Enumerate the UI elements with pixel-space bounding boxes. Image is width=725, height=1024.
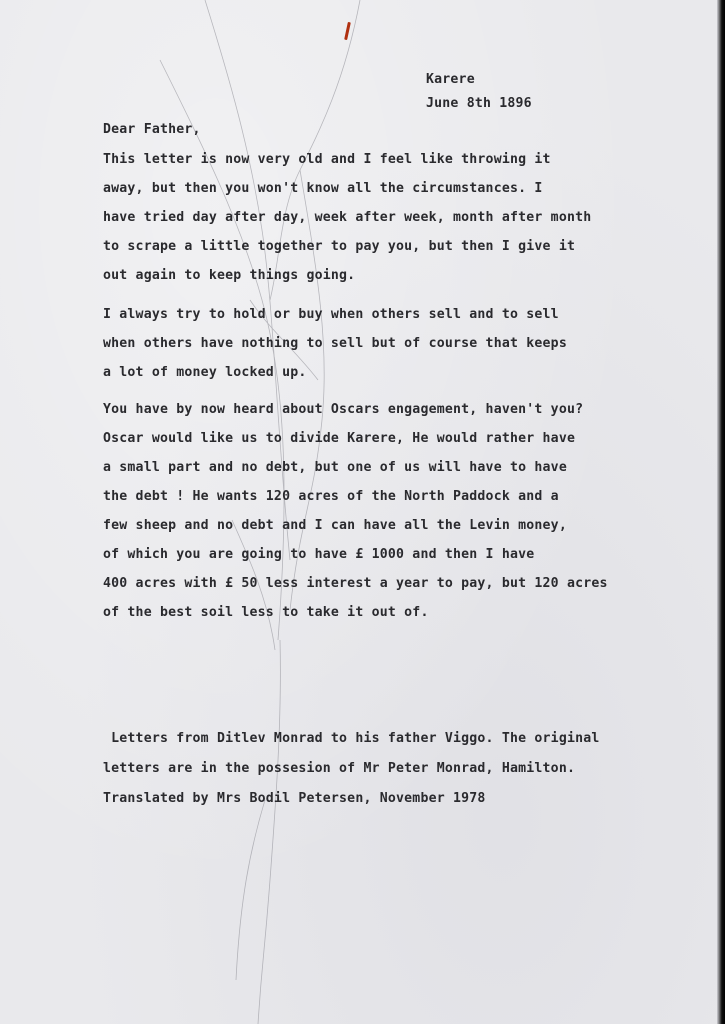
body-line: away, but then you won't know all the circumstances. I bbox=[103, 181, 543, 196]
footer-line: Translated by Mrs Bodil Petersen, November 1978 bbox=[103, 791, 486, 806]
body-line: a small part and no debt, but one of us will have to have bbox=[103, 460, 567, 475]
letter-heading bbox=[426, 72, 532, 132]
body-line: You have by now heard about Oscars engagement, haven't you? bbox=[103, 402, 584, 417]
body-line: I always try to hold or buy when others sell and to sell bbox=[103, 307, 559, 322]
scan-edge bbox=[717, 0, 725, 1024]
footer-line: Letters from Ditlev Monrad to his father Viggo. The original bbox=[103, 731, 600, 746]
body-line: when others have nothing to sell but of course that keeps bbox=[103, 336, 567, 351]
letter-date: June 8th 1896 bbox=[426, 96, 532, 111]
body-line: of the best soil less to take it out of. bbox=[103, 605, 429, 620]
footer-line: letters are in the possesion of Mr Peter Monrad, Hamilton. bbox=[103, 761, 576, 776]
translation-note bbox=[103, 731, 600, 806]
body-line: to scrape a little together to pay you, but then I give it bbox=[103, 239, 576, 254]
letter-body bbox=[103, 152, 608, 620]
body-line: a lot of money locked up. bbox=[103, 365, 307, 380]
letter-salutation: Dear Father, bbox=[103, 122, 201, 137]
red-ink-mark bbox=[344, 22, 351, 40]
body-line: have tried day after day, week after week, month after month bbox=[103, 210, 592, 225]
body-line: out again to keep things going. bbox=[103, 268, 356, 283]
body-line: 400 acres with £ 50 less interest a year to pay, but 120 acres bbox=[103, 576, 608, 591]
body-line: This letter is now very old and I feel like throwing it bbox=[103, 152, 551, 167]
body-line: few sheep and no debt and I can have all the Levin money, bbox=[103, 518, 567, 533]
body-line: Oscar would like us to divide Karere, He would rather have bbox=[103, 431, 576, 446]
body-line: the debt ! He wants 120 acres of the North Paddock and a bbox=[103, 489, 559, 504]
letter-place: Karere bbox=[426, 72, 475, 87]
body-line: of which you are going to have £ 1000 and then I have bbox=[103, 547, 535, 562]
